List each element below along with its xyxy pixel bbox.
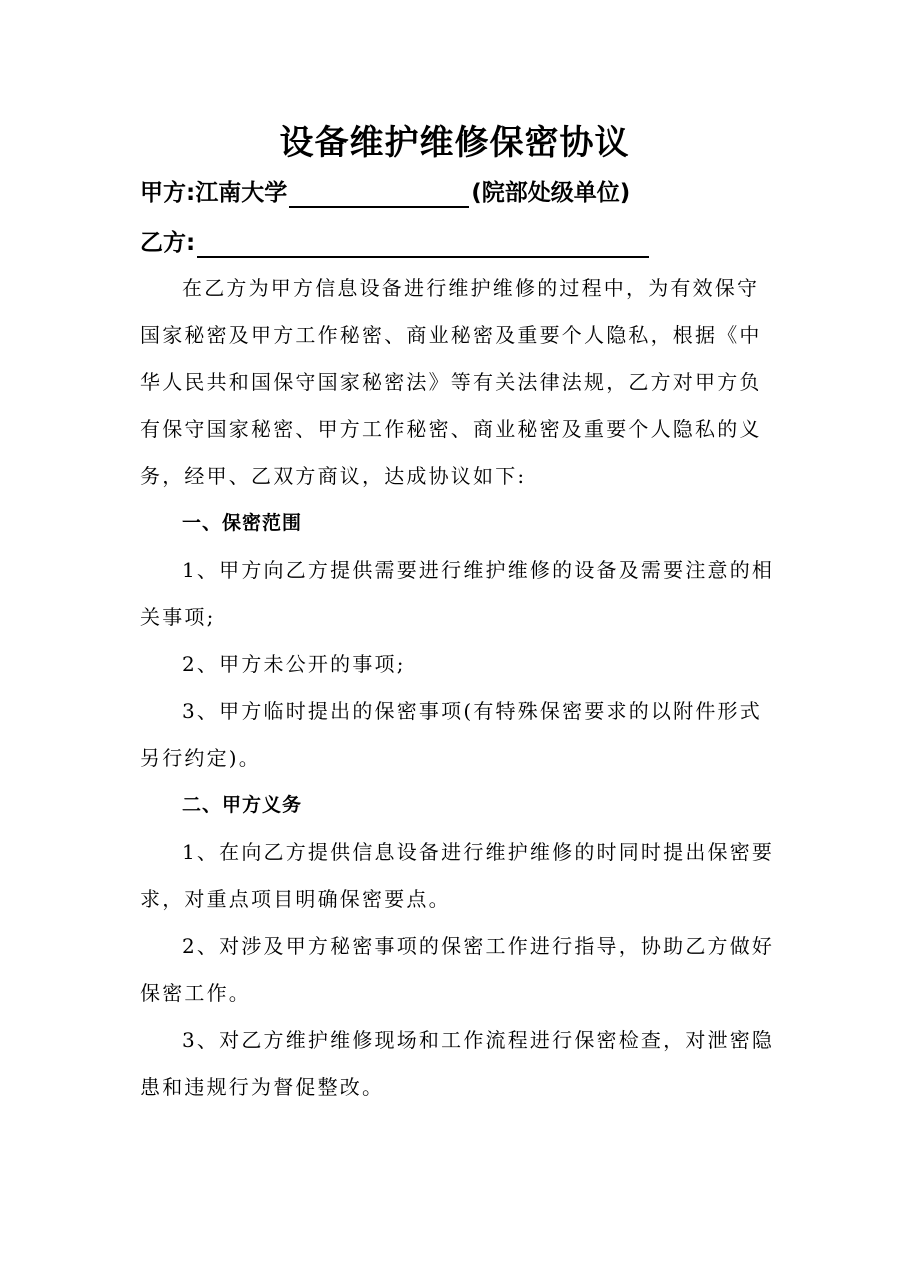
party-a-line [140,178,630,208]
clause-paragraph: 3、甲方临时提出的保密事项(有特殊保密要求的以附件形式另行约定)。 [140,699,762,770]
intro-paragraph: 在乙方为甲方信息设备进行维护维修的过程中，为有效保守国家秘密及甲方工作秘密、商业秘密及重要个人隐私，根据《中华人民共和国保守国家秘密法》等有关法律法规，乙方对甲方负有保守国家秘密、甲方工作秘密、商业秘密及重要个人隐私的义务，经甲、乙双方商议，达成协议如下: [140,276,762,488]
party-a-name: 江南大学 [195,180,288,206]
clause-paragraph: 1、甲方向乙方提供需要进行维护维修的设备及需要注意的相关事项; [140,558,775,629]
agreement-body [140,265,780,1111]
clause-paragraph: 2、对涉及甲方秘密事项的保密工作进行指导，协助乙方做好保密工作。 [140,934,775,1005]
clause-paragraph: 3、对乙方维护维修现场和工作流程进行保密检查，对泄密隐患和违规行为督促整改。 [140,1028,775,1099]
party-b-label: 乙方: [140,230,196,256]
section-heading: 二、甲方义务 [182,794,303,816]
party-b-line [140,228,651,258]
clause-paragraph: 2、甲方未公开的事项; [182,652,406,676]
party-a-blank-line [289,182,469,208]
clause-paragraph: 1、在向乙方提供信息设备进行维护维修的时同时提出保密要求，对重点项目明确保密要点。 [140,840,775,911]
section-heading: 一、保密范围 [182,512,303,534]
party-a-suffix: (院部处级单位) [471,180,631,206]
document-title: 设备维护维修保密协议 [279,123,630,163]
party-b-blank-line [197,232,649,258]
party-a-label: 甲方: [140,180,196,206]
